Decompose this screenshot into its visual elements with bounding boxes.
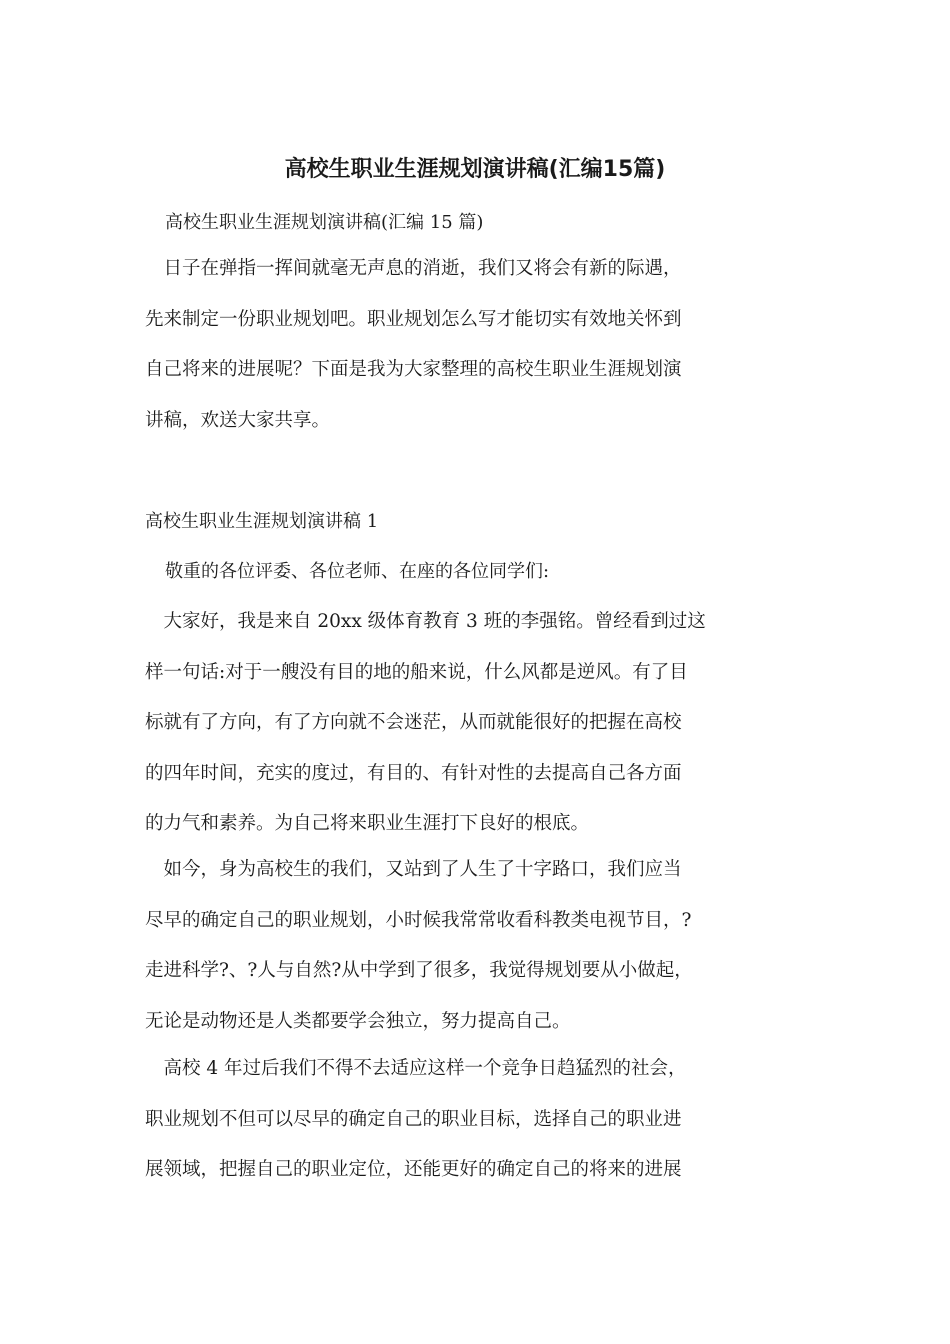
- document-subtitle: 高校生职业生涯规划演讲稿(汇编 15 篇): [165, 212, 484, 233]
- paragraph-line: 标就有了方向，有了方向就不会迷茫，从而就能很好的把握在高校: [145, 712, 682, 733]
- intro-line: 讲稿，欢送大家共享。: [145, 409, 331, 431]
- document-title: 高校生职业生涯规划演讲稿(汇编15篇): [284, 157, 666, 182]
- intro-paragraph: [145, 244, 807, 446]
- paragraph-line: 的力气和素养。为自己将来职业生涯打下良好的根底。: [145, 813, 590, 834]
- intro-line: 自己将来的进展呢？下面是我为大家整理的高校生职业生涯规划演: [145, 359, 682, 380]
- paragraph-line: 样一句话:对于一艘没有目的地的船来说，什么风都是逆风。有了目: [145, 661, 688, 683]
- paragraph-line: 大家好，我是来自 20xx 级体育教育 3 班的李强铭。曾经看到过这: [145, 611, 706, 632]
- section-heading: 高校生职业生涯规划演讲稿 1: [145, 511, 379, 532]
- intro-line: 先来制定一份职业规划吧。职业规划怎么写才能切实有效地关怀到: [145, 308, 682, 330]
- salutation: 敬重的各位评委、各位老师、在座的各位同学们:: [165, 561, 550, 582]
- paragraph-line: 展领域，把握自己的职业定位，还能更好的确定自己的将来的进展: [145, 1159, 682, 1180]
- intro-line: 日子在弹指一挥间就毫无声息的消逝，我们又将会有新的际遇，: [145, 258, 682, 279]
- paragraph-line: 无论是动物还是人类都要学会独立，努力提高自己。: [145, 1010, 571, 1032]
- paragraph-line: 如今，身为高校生的我们，又站到了人生了十字路口，我们应当: [145, 859, 682, 880]
- paragraph-3: [145, 1044, 807, 1196]
- paragraph-2: [145, 845, 807, 1047]
- paragraph-1: [145, 597, 807, 850]
- paragraph-line: 走进科学?、?人与自然?从中学到了很多，我觉得规划要从小做起，: [145, 960, 693, 981]
- paragraph-line: 尽早的确定自己的职业规划，小时候我常常收看科教类电视节目，?: [145, 909, 692, 931]
- paragraph-line: 高校 4 年过后我们不得不去适应这样一个竞争日趋猛烈的社会，: [145, 1058, 687, 1079]
- paragraph-line: 的四年时间，充实的度过，有目的、有针对性的去提高自己各方面: [145, 762, 682, 784]
- paragraph-line: 职业规划不但可以尽早的确定自己的职业目标，选择自己的职业进: [145, 1108, 682, 1130]
